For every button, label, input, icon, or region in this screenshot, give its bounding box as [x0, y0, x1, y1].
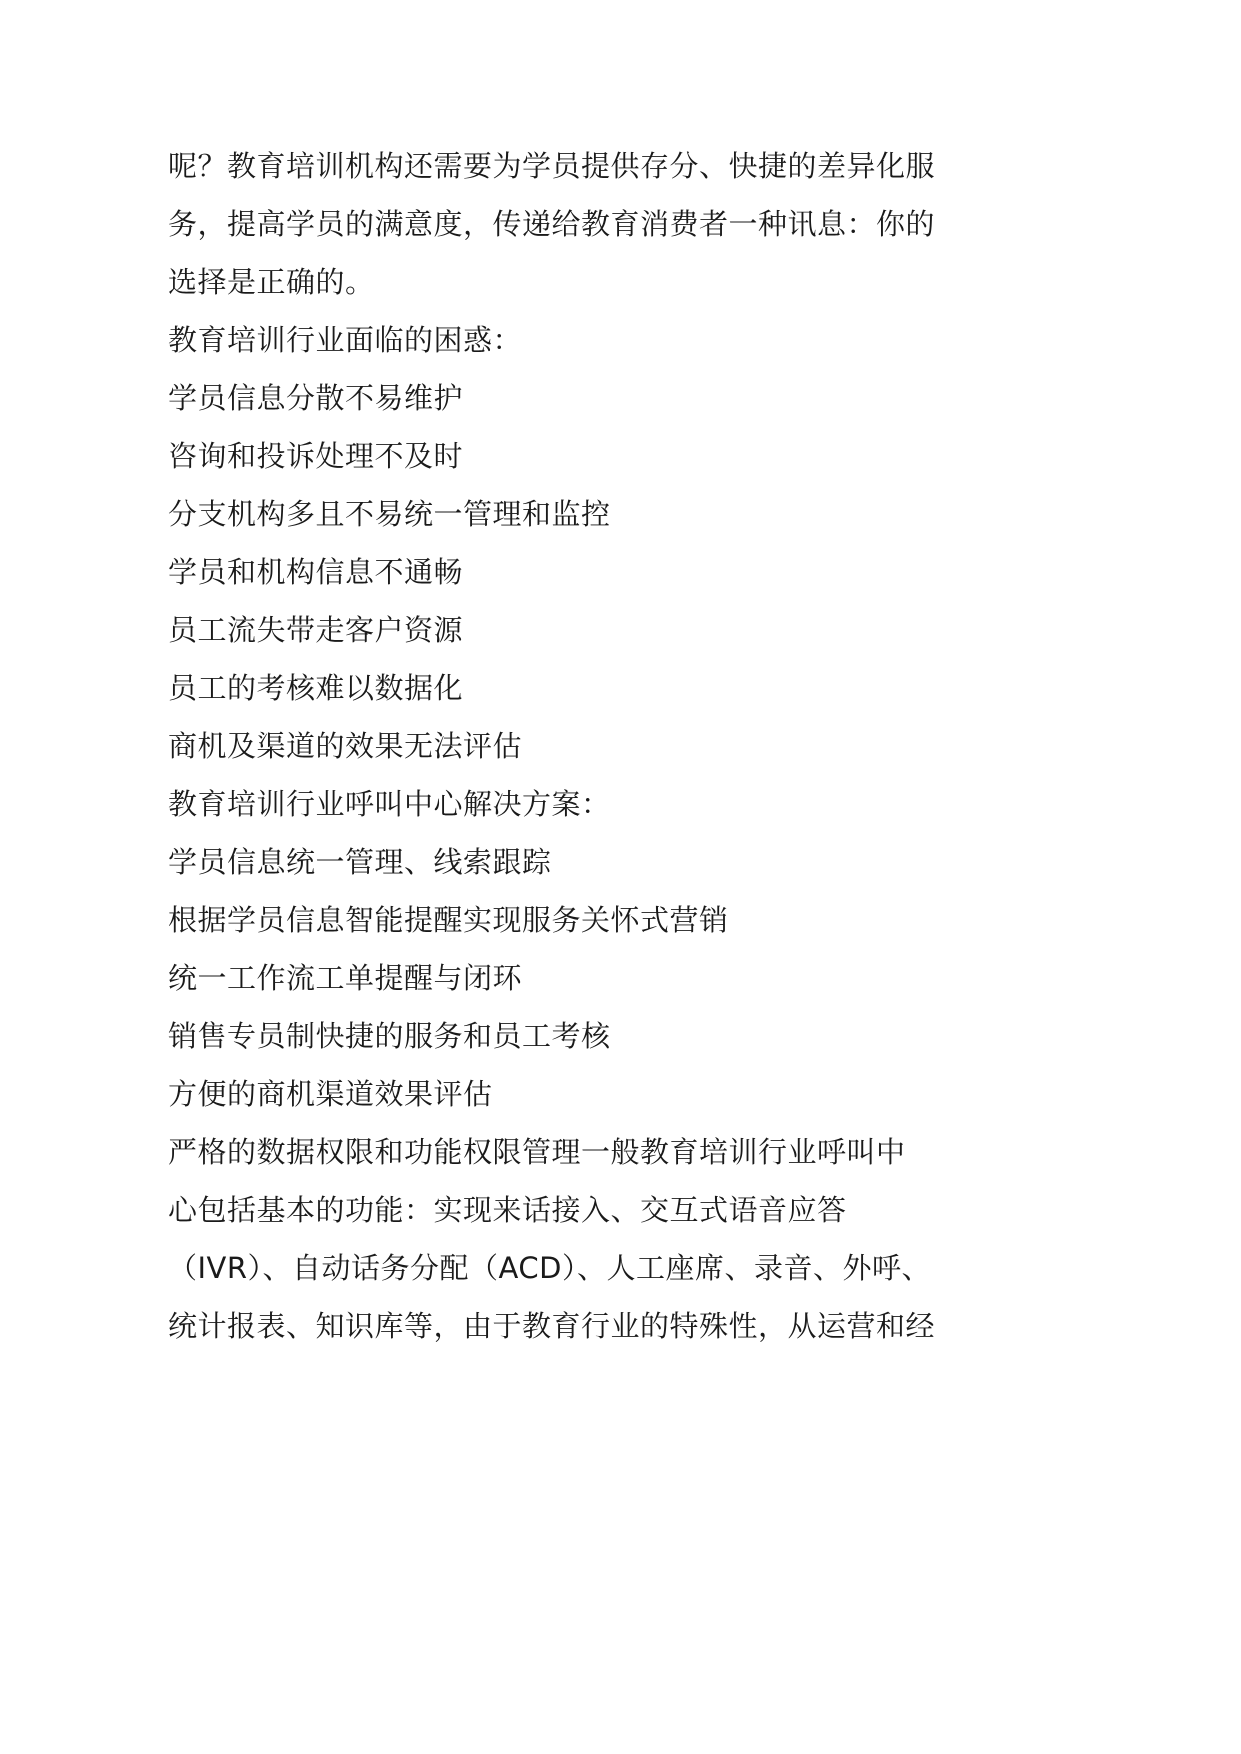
text-line: 务，提高学员的满意度，传递给教育消费者一种讯息：你的 — [168, 207, 936, 241]
list-item: 商机及渠道的效果无法评估 — [168, 729, 523, 763]
text-line: 呢？教育培训机构还需要为学员提供存分、快捷的差异化服 — [168, 149, 936, 183]
list-item: 员工流失带走客户资源 — [168, 613, 464, 647]
list-item: 咨询和投诉处理不及时 — [168, 439, 464, 473]
text-line: 统计报表、知识库等，由于教育行业的特殊性，从运营和经 — [168, 1309, 936, 1343]
list-item: 学员信息分散不易维护 — [168, 381, 464, 415]
text-line: 选择是正确的。 — [168, 265, 375, 299]
list-item: 统一工作流工单提醒与闭环 — [168, 961, 523, 995]
list-item: 学员和机构信息不通畅 — [168, 555, 464, 589]
list-item: 销售专员制快捷的服务和员工考核 — [168, 1019, 611, 1053]
text-line: （IVR）、自动话务分配（ACD）、人工座席、录音、外呼、 — [168, 1251, 931, 1285]
list-item: 方便的商机渠道效果评估 — [168, 1077, 493, 1111]
list-item: 学员信息统一管理、线索跟踪 — [168, 845, 552, 879]
body-text — [168, 137, 958, 1355]
list-item: 员工的考核难以数据化 — [168, 671, 464, 705]
text-line: 严格的数据权限和功能权限管理一般教育培训行业呼叫中 — [168, 1135, 906, 1169]
text-line: 心包括基本的功能：实现来话接入、交互式语音应答 — [168, 1193, 847, 1227]
list-item: 分支机构多且不易统一管理和监控 — [168, 497, 611, 531]
list-item: 根据学员信息智能提醒实现服务关怀式营销 — [168, 903, 729, 937]
section-heading: 教育培训行业面临的困惑： — [168, 323, 523, 357]
section-heading: 教育培训行业呼叫中心解决方案： — [168, 787, 611, 821]
